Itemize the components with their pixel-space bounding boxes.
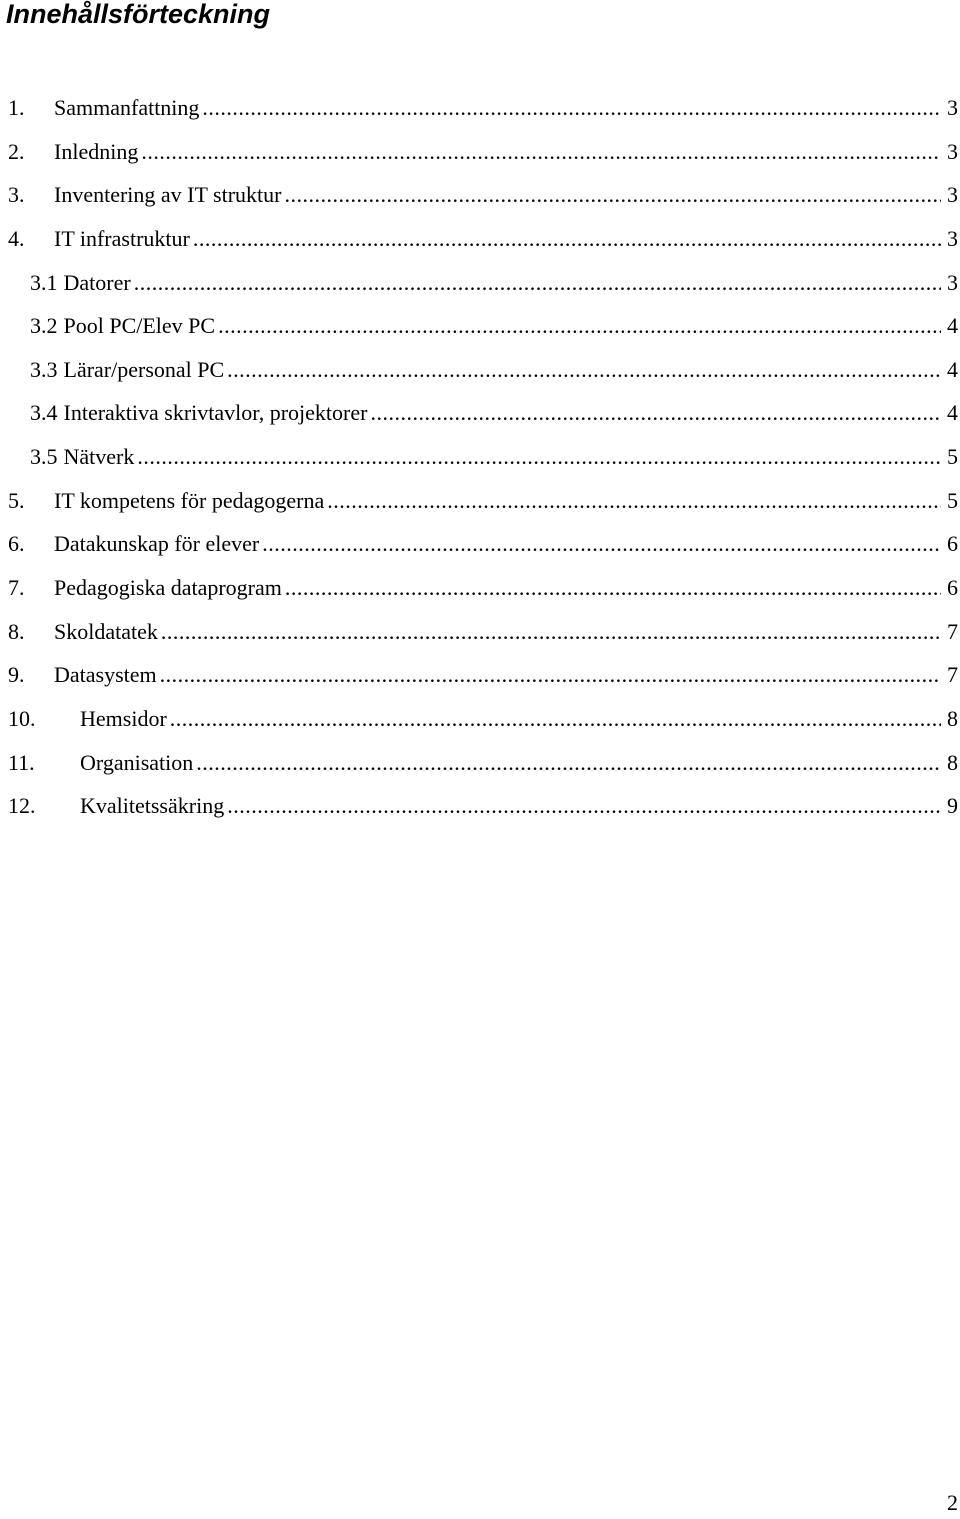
toc-entry[interactable]	[0, 397, 960, 441]
toc-entry-number: 11.	[8, 749, 35, 775]
toc-entry-page: 3	[947, 138, 958, 164]
dot-leader	[158, 616, 941, 648]
toc-lead	[30, 310, 941, 342]
dot-leader	[134, 441, 941, 473]
toc-entry-number: 3.1	[30, 269, 58, 295]
toc-entry[interactable]	[0, 179, 960, 223]
toc-entry-number: 8.	[8, 618, 25, 644]
toc-entry-title: IT infrastruktur	[54, 225, 190, 251]
dot-leader	[367, 397, 941, 429]
dot-leader	[199, 92, 941, 124]
toc-entry[interactable]	[0, 572, 960, 616]
toc-entry-page: 3	[947, 182, 958, 208]
toc-lead	[30, 267, 941, 299]
dot-leader	[281, 179, 941, 211]
dot-leader	[167, 703, 941, 735]
toc-entry-page: 5	[947, 487, 958, 513]
toc-entry-title: IT kompetens för pedagogerna	[54, 487, 325, 513]
toc-entry[interactable]	[0, 747, 960, 791]
toc-entry-title: Datasystem	[54, 662, 157, 688]
toc-entry-page: 8	[947, 749, 958, 775]
toc-entry-number: 4.	[8, 225, 25, 251]
dot-leader	[193, 747, 941, 779]
dot-leader	[215, 310, 941, 342]
toc-entry-number: 2.	[8, 138, 25, 164]
toc-heading: Innehållsförteckning	[6, 0, 271, 29]
toc-entry-page: 6	[947, 531, 958, 557]
dot-leader	[224, 354, 941, 386]
toc-entry-title: Inledning	[54, 138, 139, 164]
toc-entry-page: 8	[947, 705, 958, 731]
toc-entry-page: 3	[947, 225, 958, 251]
toc-entry[interactable]	[0, 703, 960, 747]
toc-lead	[30, 354, 941, 386]
dot-leader	[259, 528, 941, 560]
toc-entry[interactable]	[0, 485, 960, 529]
toc-lead	[8, 790, 941, 822]
toc-lead	[8, 616, 941, 648]
toc-lead	[30, 397, 941, 429]
dot-leader	[324, 485, 941, 517]
toc-entry-title: Interaktiva skrivtavlor, projektorer	[63, 400, 368, 426]
toc-entry-title: Nätverk	[63, 444, 135, 470]
toc-entry[interactable]	[0, 267, 960, 311]
toc-lead	[8, 703, 941, 735]
toc-lead	[30, 441, 941, 473]
toc-entry-number: 10.	[8, 705, 36, 731]
toc-entry-title: Organisation	[80, 749, 194, 775]
toc-entry-title: Kvalitetssäkring	[80, 793, 225, 819]
toc-entry[interactable]	[0, 528, 960, 572]
toc-entry-number: 3.5	[30, 444, 58, 470]
toc-entry-page: 7	[947, 618, 958, 644]
toc-entry[interactable]	[0, 616, 960, 660]
toc-entry-page: 6	[947, 575, 958, 601]
toc-entry-title: Datorer	[63, 269, 131, 295]
toc-lead	[8, 528, 941, 560]
toc-lead	[8, 659, 941, 691]
toc-entry[interactable]	[0, 790, 960, 834]
page-number: 2	[947, 1490, 958, 1515]
toc-entry-title: Sammanfattning	[54, 95, 200, 120]
toc-lead	[8, 485, 941, 517]
toc-entry-number: 7.	[8, 575, 25, 601]
toc-entry-number: 12.	[8, 793, 36, 819]
toc-entry-page: 3	[947, 269, 958, 295]
toc-entry-number: 6.	[8, 531, 25, 557]
toc-entry-title: Hemsidor	[80, 705, 167, 731]
toc-entry-title: Pool PC/Elev PC	[63, 313, 216, 339]
toc-entry-number: 3.3	[30, 356, 58, 382]
toc-lead	[8, 179, 941, 211]
toc-entry-page: 4	[947, 356, 958, 382]
toc-entry[interactable]	[0, 354, 960, 398]
toc-lead	[8, 136, 941, 168]
toc-entry-number: 5.	[8, 487, 25, 513]
toc-entry-number: 3.	[8, 182, 25, 208]
dot-leader	[224, 790, 941, 822]
toc-entry-number: 3.2	[30, 313, 58, 339]
dot-leader	[157, 659, 941, 691]
toc-entry-page: 7	[947, 662, 958, 688]
toc-lead	[8, 747, 941, 779]
toc-entry[interactable]	[0, 310, 960, 354]
toc-entry[interactable]	[0, 223, 960, 267]
toc-entry-title: Skoldatatek	[54, 618, 158, 644]
toc-lead	[8, 572, 941, 604]
toc-lead	[8, 92, 941, 124]
toc-entry-page: 9	[947, 793, 958, 819]
toc-entry[interactable]	[0, 659, 960, 703]
toc-entry-title: Datakunskap för elever	[54, 531, 260, 557]
toc-entry-number: 9.	[8, 662, 25, 688]
toc-entry[interactable]	[0, 92, 960, 136]
toc-entry[interactable]	[0, 441, 960, 485]
table-of-contents	[0, 92, 960, 834]
dot-leader	[131, 267, 941, 299]
dot-leader	[282, 572, 941, 604]
toc-entry-page: 3	[947, 95, 958, 120]
toc-entry[interactable]	[0, 136, 960, 180]
toc-entry-title: Pedagogiska dataprogram	[54, 575, 282, 601]
toc-entry-page: 5	[947, 444, 958, 470]
dot-leader	[138, 136, 941, 168]
toc-entry-number: 1.	[8, 95, 25, 120]
toc-entry-page: 4	[947, 313, 958, 339]
toc-lead	[8, 223, 941, 255]
dot-leader	[190, 223, 941, 255]
toc-entry-page: 4	[947, 400, 958, 426]
toc-entry-title: Inventering av IT struktur	[54, 182, 282, 208]
toc-entry-title: Lärar/personal PC	[63, 356, 225, 382]
toc-entry-number: 3.4	[30, 400, 58, 426]
